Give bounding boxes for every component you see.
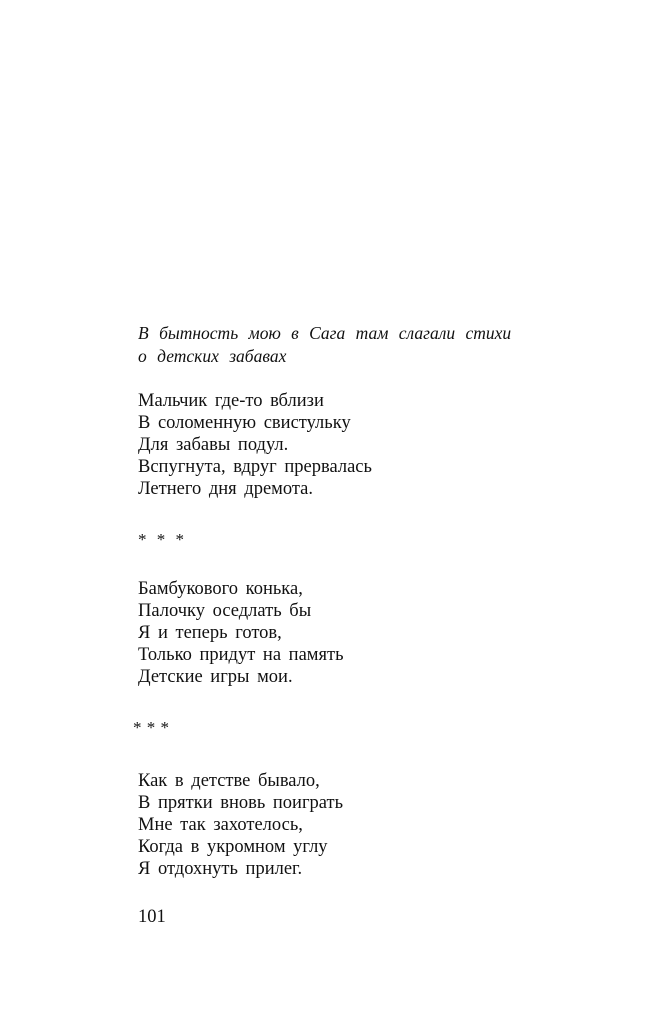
poem-1-line-4: Вспугнута, вдруг прервалась	[138, 457, 372, 477]
poem-2-line-1: Бамбукового конька,	[138, 579, 303, 599]
poem-3-line-5: Я отдохнуть прилег.	[138, 859, 303, 879]
poem-3-line-3: Мне так захотелось,	[138, 815, 303, 835]
section-separator: * * *	[138, 530, 184, 549]
poem-3-line-2: В прятки вновь поиграть	[138, 793, 344, 813]
poem-3-line-1: Как в детстве бывало,	[138, 771, 320, 791]
poem-3-line-4: Когда в укромном углу	[138, 837, 328, 857]
poem-2-line-2: Палочку оседлать бы	[138, 601, 312, 621]
poem-heading-line-2: о детских забавах	[138, 346, 287, 366]
page-number: 101	[138, 907, 166, 927]
poem-1-line-5: Летнего дня дремота.	[138, 479, 314, 499]
poem-1-line-1: Мальчик где-то вблизи	[138, 391, 324, 411]
poem-2-line-5: Детские игры мои.	[138, 667, 293, 687]
poem-1-line-2: В соломенную свистульку	[138, 413, 351, 433]
poem-2-line-3: Я и теперь готов,	[138, 623, 282, 643]
section-separator: * * *	[133, 718, 169, 737]
poem-1-line-3: Для забавы подул.	[138, 435, 289, 455]
poem-2-line-4: Только придут на память	[138, 645, 344, 665]
poem-heading-line-1: В бытность мою в Сага там слагали стихи	[138, 323, 512, 343]
